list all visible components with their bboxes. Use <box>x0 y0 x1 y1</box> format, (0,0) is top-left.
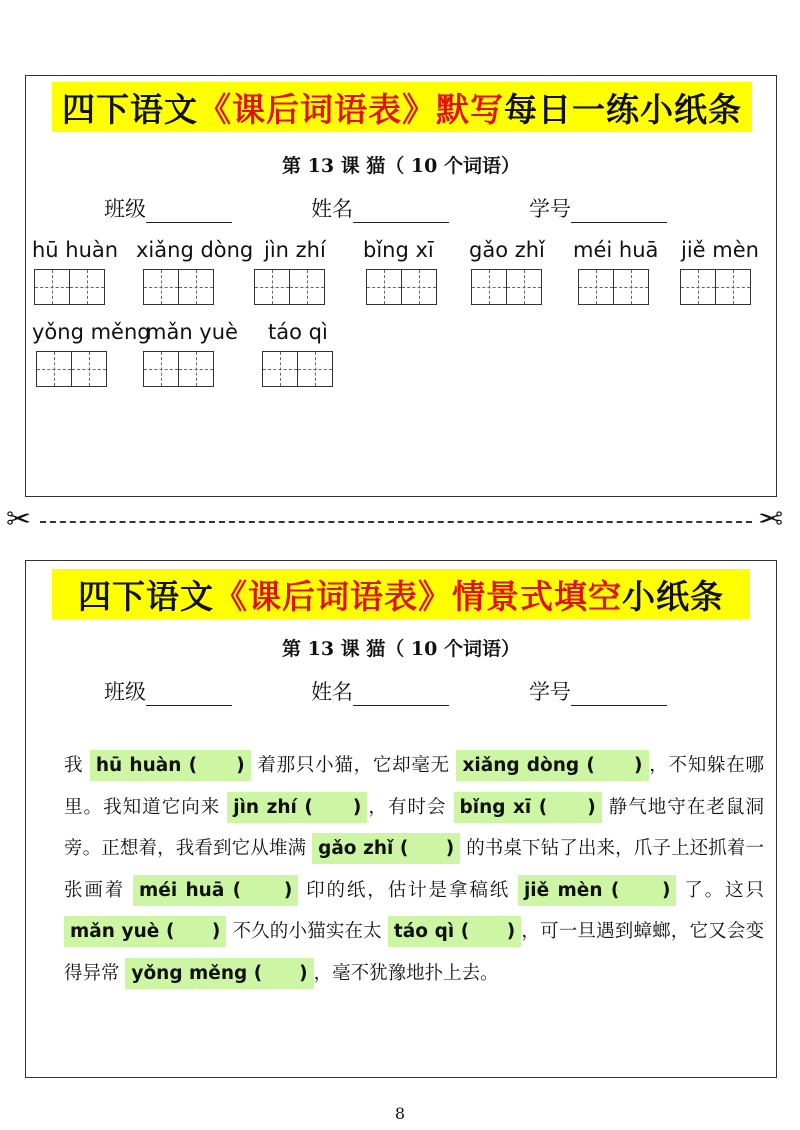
writing-cell[interactable] <box>613 269 649 305</box>
name-blank[interactable] <box>353 200 449 223</box>
cloze-passage <box>64 745 764 994</box>
word-item <box>268 319 333 387</box>
passage-text: 的书桌下钻了出来，爪子上还抓着一张画着 <box>64 838 764 901</box>
writing-cell[interactable] <box>297 351 333 387</box>
name-field[interactable] <box>311 676 449 706</box>
writing-cell[interactable] <box>262 351 298 387</box>
writing-cell[interactable] <box>680 269 716 305</box>
passage-text: ，毫不犹豫地扑上去。 <box>313 962 499 984</box>
name-blank[interactable] <box>353 683 449 706</box>
word-item <box>32 237 118 305</box>
class-label: 班级 <box>104 197 146 221</box>
fill-blank[interactable]: mǎn yuè ( ) <box>64 916 226 947</box>
name-field[interactable] <box>311 193 449 223</box>
number-label: 学号 <box>529 680 571 704</box>
writing-cell[interactable] <box>401 269 437 305</box>
word-pinyin: méi huā <box>573 238 659 262</box>
writing-cell[interactable] <box>178 351 214 387</box>
word-item <box>363 237 437 305</box>
fill-blank[interactable]: méi huā ( ) <box>133 875 298 906</box>
fill-in-card <box>25 560 777 1078</box>
passage-text: 我 <box>64 755 90 776</box>
writing-cell[interactable] <box>715 269 751 305</box>
lesson-heading: 第 13 课 猫（ 10 个词语） <box>282 155 520 177</box>
class-field[interactable] <box>104 193 232 223</box>
title-grade: 四下语文 <box>62 89 198 129</box>
passage-text: ，不知躲在哪里。我知道它向来 <box>64 755 764 818</box>
number-field[interactable] <box>529 193 667 223</box>
word-pinyin: gǎo zhǐ <box>469 238 545 262</box>
writing-cell[interactable] <box>34 269 70 305</box>
number-field[interactable] <box>529 676 667 706</box>
fill-blank[interactable]: xiǎng dòng ( ) <box>456 750 648 781</box>
writing-cell[interactable] <box>71 351 107 387</box>
passage-text: 静气地守在老鼠洞旁。正想着，我看到它从堆满 <box>64 796 764 859</box>
title-book: 《课后词语表》情景式填空 <box>214 576 622 616</box>
scissors-icon: ✂ <box>6 502 32 537</box>
word-item <box>32 319 151 387</box>
writing-cell[interactable] <box>69 269 105 305</box>
passage-text: ，有时会 <box>367 796 454 818</box>
fill-blank[interactable]: jìn zhí ( ) <box>227 792 367 823</box>
word-item <box>146 319 238 387</box>
passage-text: 着那只小猫，它却毫无 <box>250 755 457 776</box>
writing-cell[interactable] <box>506 269 542 305</box>
class-field[interactable] <box>104 676 232 706</box>
word-pinyin: jìn zhí <box>264 238 326 262</box>
fill-blank[interactable]: hū huàn ( ) <box>90 750 251 781</box>
word-item <box>681 237 759 305</box>
number-blank[interactable] <box>571 683 667 706</box>
passage-text: 了。这只 <box>676 879 764 901</box>
word-pinyin: hū huàn <box>32 238 119 262</box>
passage-text: ，可一旦遇到蟑螂，它又会变得异常 <box>64 921 765 984</box>
word-pinyin: táo qì <box>268 320 328 344</box>
passage-text: 印的纸，估计是拿稿纸 <box>298 879 518 901</box>
dictation-title <box>52 82 752 132</box>
writing-cell[interactable] <box>471 269 507 305</box>
name-label: 姓名 <box>311 680 353 704</box>
class-blank[interactable] <box>146 683 232 706</box>
word-item <box>573 237 658 305</box>
title-book: 《课后词语表》默写 <box>198 89 504 129</box>
writing-cell[interactable] <box>578 269 614 305</box>
word-item <box>264 237 326 305</box>
fill-blank[interactable]: táo qì ( ) <box>388 916 521 947</box>
writing-cell[interactable] <box>143 351 179 387</box>
word-item <box>469 237 545 305</box>
writing-cell[interactable] <box>36 351 72 387</box>
fill-blank[interactable]: gǎo zhǐ ( ) <box>312 833 460 864</box>
word-pinyin: bǐng xī <box>363 238 434 262</box>
page-number: 8 <box>394 1104 406 1123</box>
word-pinyin: xiǎng dòng <box>136 238 254 262</box>
word-item <box>136 237 253 305</box>
scissors-icon: ✂ <box>758 502 784 537</box>
writing-cell[interactable] <box>143 269 179 305</box>
class-label: 班级 <box>104 680 146 704</box>
number-label: 学号 <box>529 197 571 221</box>
fill-blank[interactable]: yǒng měng ( ) <box>125 958 313 989</box>
lesson-heading: 第 13 课 猫（ 10 个词语） <box>282 638 520 660</box>
word-pinyin: jiě mèn <box>681 238 759 262</box>
passage-text: 不久的小猫实在太 <box>226 921 388 942</box>
fill-in-title <box>52 569 750 619</box>
writing-cell[interactable] <box>254 269 290 305</box>
number-blank[interactable] <box>571 200 667 223</box>
fill-blank[interactable]: jiě mèn ( ) <box>518 875 677 906</box>
title-suffix: 每日一练小纸条 <box>504 89 742 129</box>
writing-cell[interactable] <box>366 269 402 305</box>
cut-line <box>40 521 752 523</box>
fill-blank[interactable]: bǐng xī ( ) <box>454 792 602 823</box>
word-pinyin: yǒng měng <box>32 320 151 344</box>
name-label: 姓名 <box>311 197 353 221</box>
title-grade: 四下语文 <box>78 576 214 616</box>
writing-cell[interactable] <box>289 269 325 305</box>
word-pinyin: mǎn yuè <box>146 320 238 344</box>
class-blank[interactable] <box>146 200 232 223</box>
title-suffix: 小纸条 <box>622 576 724 616</box>
dictation-card <box>25 75 777 497</box>
writing-cell[interactable] <box>178 269 214 305</box>
